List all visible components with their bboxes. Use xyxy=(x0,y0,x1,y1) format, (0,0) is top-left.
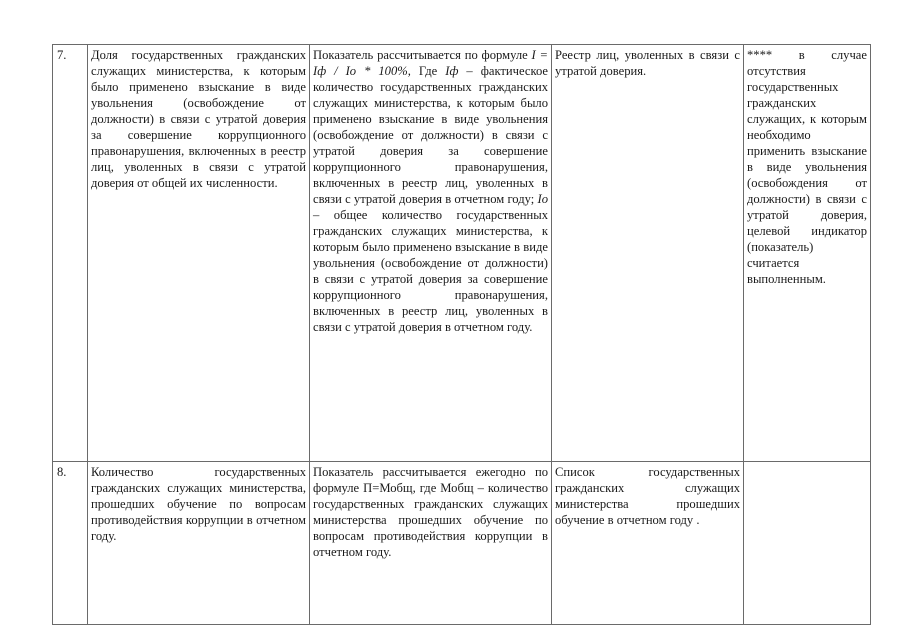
method-variable-description: – фактическое количество государственных гражданских служащих министерства, к которым было применено взыскание в виде увольнения (освобождение от должности) в связи с утратой доверия за совершение коррупционного правонарушения, включенных в реестр лиц, уволенных в связи с утратой доверия в отчетном году; xyxy=(313,64,548,206)
method-intro: Показатель рассчитывается по формуле xyxy=(313,48,528,62)
method-formula: I = Iф / Iо * 100%, xyxy=(313,48,548,78)
method-cell: Показатель рассчитывается ежегодно по формуле П=Мобщ, где Мобщ – количество государственных гражданских служащих министерства прошедших обучение по вопросам противодействия коррупции в отчетном году. xyxy=(310,462,552,625)
indicator-cell: Доля государственных гражданских служащих министерства, к которым было применено взыскание в виде увольнения (освобождение от должности) в связи с утратой доверия за совершение коррупционного правонарушения, включенных в реестр лиц, уволенных в связи с утратой доверия от общей их численности. xyxy=(88,45,310,462)
source-cell: Реестр лиц, уволенных в связи с утратой доверия. xyxy=(552,45,744,462)
method-variable: Iф xyxy=(445,64,459,78)
table-row xyxy=(53,45,871,462)
note-cell: **** в случае отсутствия государственных гражданских служащих, к которым необходимо применить взыскание в виде увольнения (освобождения от должности) в связи с утратой доверия, целевой индикатор (показатель) считается выполненным. xyxy=(744,45,871,462)
method-where: Где xyxy=(418,64,438,78)
note-cell xyxy=(744,462,871,625)
method-variable: Iо xyxy=(537,192,549,206)
method-variable-description: – общее количество государственных гражданских служащих министерства, к которым было применено взыскание в виде увольнения (освобождение от должности) в связи с утратой доверия за совершение коррупционного правонарушения, включенных в реестр лиц, уволенных в связи с утратой доверия в отчетном году. xyxy=(313,208,548,334)
row-number: 8. xyxy=(53,462,88,625)
source-cell: Список государственных гражданских служащих министерства прошедших обучение в отчетном году . xyxy=(552,462,744,625)
method-cell xyxy=(310,45,552,462)
row-number: 7. xyxy=(53,45,88,462)
indicator-cell: Количество государственных гражданских служащих министерства, прошедших обучение по вопросам противодействия коррупции в отчетном году. xyxy=(88,462,310,625)
indicators-table xyxy=(52,44,871,625)
table-row xyxy=(53,462,871,625)
